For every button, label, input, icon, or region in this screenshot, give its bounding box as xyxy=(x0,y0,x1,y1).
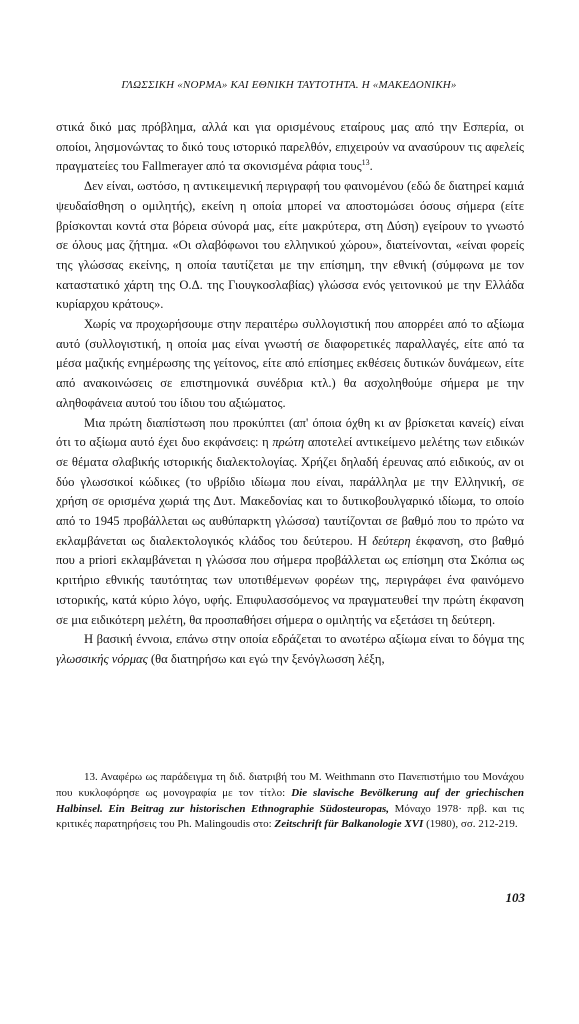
p4-part-a: Μια πρώτη διαπίστωση που προκύπτει (απ' όποια όχθη κι αν βρίσκεται κανείς) είναι ότι το αξίωμα αυτό έχει δυο εκφάνσεις: η xyxy=(56,415,524,450)
footnote-13 xyxy=(56,770,524,833)
footnote-part-c: (1980), σσ. 212-219. xyxy=(426,818,518,831)
footnote-part-a: 13. Αναφέρω ως παράδειγμα τη διδ. διατριβή του M. Weithmann στο Πανεπιστήμιο του Μονάχου που κυκλοφόρησε ως μονογραφία με τον τίτλο: xyxy=(56,771,524,799)
paragraph-2: Δεν είναι, ωστόσο, η αντικειμενική περιγραφή του φαινομένου (εδώ δε διατηρεί καμιά ψευδαίσθηση ο ομιλητής), εκείνη η οποία μπορεί να αποστομώσει όσους σήμερα (είτε βρίσκονται κοντά στα βόρεια σύνορά μας, είτε μακρύτερα, στη Δύση) εγείρουν το γνωστό σε όλους μας ζήτημα. «Οι σλαβόφωνοι του ελληνικού χώρου», διατείνονται, «είναι φορείς της γλώσσας εκείνης, η οποία ταυτίζεται με την επίσημη, την εθνική (σύμφωνα με τον καταστατικό χάρτη της Ο.Δ. της Γιουγκοσλαβίας) γλώσσα ενός γειτονικού με την Ελλάδα κυρίαρχου κράτους». xyxy=(56,179,524,312)
p4-emphasis-second: δεύτερη xyxy=(372,533,411,548)
paragraph-5 xyxy=(56,630,524,669)
p4-emphasis-first: πρώτη xyxy=(272,435,305,450)
page-number: 103 xyxy=(505,890,525,905)
p4-part-c: έκφανση, στο βαθμό που a priori εκλαμβάνεται η γλώσσα που σήμερα προβάλλεται ως επίσημη στα Σκόπια ως κριτήριο εθνικής ταυτότητας των υποτιθέμενων φορέων της, περιγράφει ένα φαινόμενο ιστορικής, κατά κύριο λόγο, υφής. Επιφυλασσόμενος να πραγματευθεί την πρώτη έκφανση σε μια ειδικότερη μελέτη, θα προσπαθήσει σήμερα ο ομιλητής να εξετάσει τη δεύτερη. xyxy=(56,533,525,627)
footnote-ref-13[interactable]: 13 xyxy=(361,158,370,168)
p5-emphasis: γλωσσικής νόρμας xyxy=(56,651,148,666)
paragraph-4 xyxy=(56,414,524,631)
footnote-text xyxy=(56,770,524,833)
p5-part-a: Η βασική έννοια, επάνω στην οποία εδράζεται το ανωτέρω αξίωμα είναι το δόγμα της xyxy=(84,632,524,647)
running-header: ΓΛΩΣΣΙΚΗ «ΝΟΡΜΑ» ΚΑΙ ΕΘΝΙΚΗ ΤΑΥΤΟΤΗΤΑ. Η «ΜΑΚΕΔΟΝΙΚΗ» xyxy=(121,79,457,91)
p4-part-b: αποτελεί αντικείμενο μελέτης των ειδικών σε θέματα σλαβικής ιστορικής διαλεκτολογίας. Χρήζει δηλαδή έρευνας από ειδικούς, αν οι δύο γλωσσικοί κώδικες (το υβρίδιο ιδίωμα που είναι, παράλληλα με την Ελληνική, σε χρήση σε ορισμένα χωριά της Δυτ. Μακεδονίας και το δυτικοβουλγαρικό ιδίωμα, το οποίο από το 1945 προβάλλεται ως αυθύπαρκτη γλώσσα) ταυτίζονται σε βαθμό που το πρώτο να εκλαμβάνεται ως διαλεκτολογικός κλάδος του δεύτερου. Η xyxy=(56,435,525,548)
footnote-part-b: Μόναχο 1978· πρβ. και τις κριτικές παρατηρήσεις του Ph. Malingoudis στο: xyxy=(56,802,524,831)
p5-part-b: (θα διατηρήσω και εγώ την ξενόγλωσση λέξη, xyxy=(150,651,385,666)
p1-text: στικά δικό μας πρόβλημα, αλλά και για ορισμένους εταίρους μας από την Εσπερία, οι οποίοι, λησμονώντας το δικό τους ιστορικό παρελθόν, επιχειρούν να ανασύρουν τις αφελείς πραγματείες του Fallmerayer από τα σκονισμένα ράφια τους xyxy=(56,120,524,174)
footnote-title-2: Zeitschrift für Balkanologie XVI xyxy=(274,818,424,831)
paragraph-1 xyxy=(56,118,524,177)
main-text xyxy=(56,118,524,670)
footnote-title-1: Die slavische Bevölkerung auf der griechischen Halbinsel. Ein Beitrag zur historischen Ethnographie Südosteuropas, xyxy=(56,786,524,815)
paragraph-3: Χωρίς να προχωρήσουμε στην περαιτέρω συλλογιστική που απορρέει από το αξίωμα αυτό (συλλογιστική, η οποία μας είναι γνωστή σε διαφορετικές παραλλαγές, είτε από τα μέσα μαζικής ενημέρωσης της γείτονος, είτε από επίσημες εκθέσεις δυτικών δυνάμεων, είτε από ανακοινώσεις σε επιστημονικά συνέδρια κτλ.) θα ασχοληθούμε σήμερα με την αληθοφάνεια αυτού του ίδιου του αξιώματος. xyxy=(56,317,524,410)
p1-end: . xyxy=(369,159,373,174)
